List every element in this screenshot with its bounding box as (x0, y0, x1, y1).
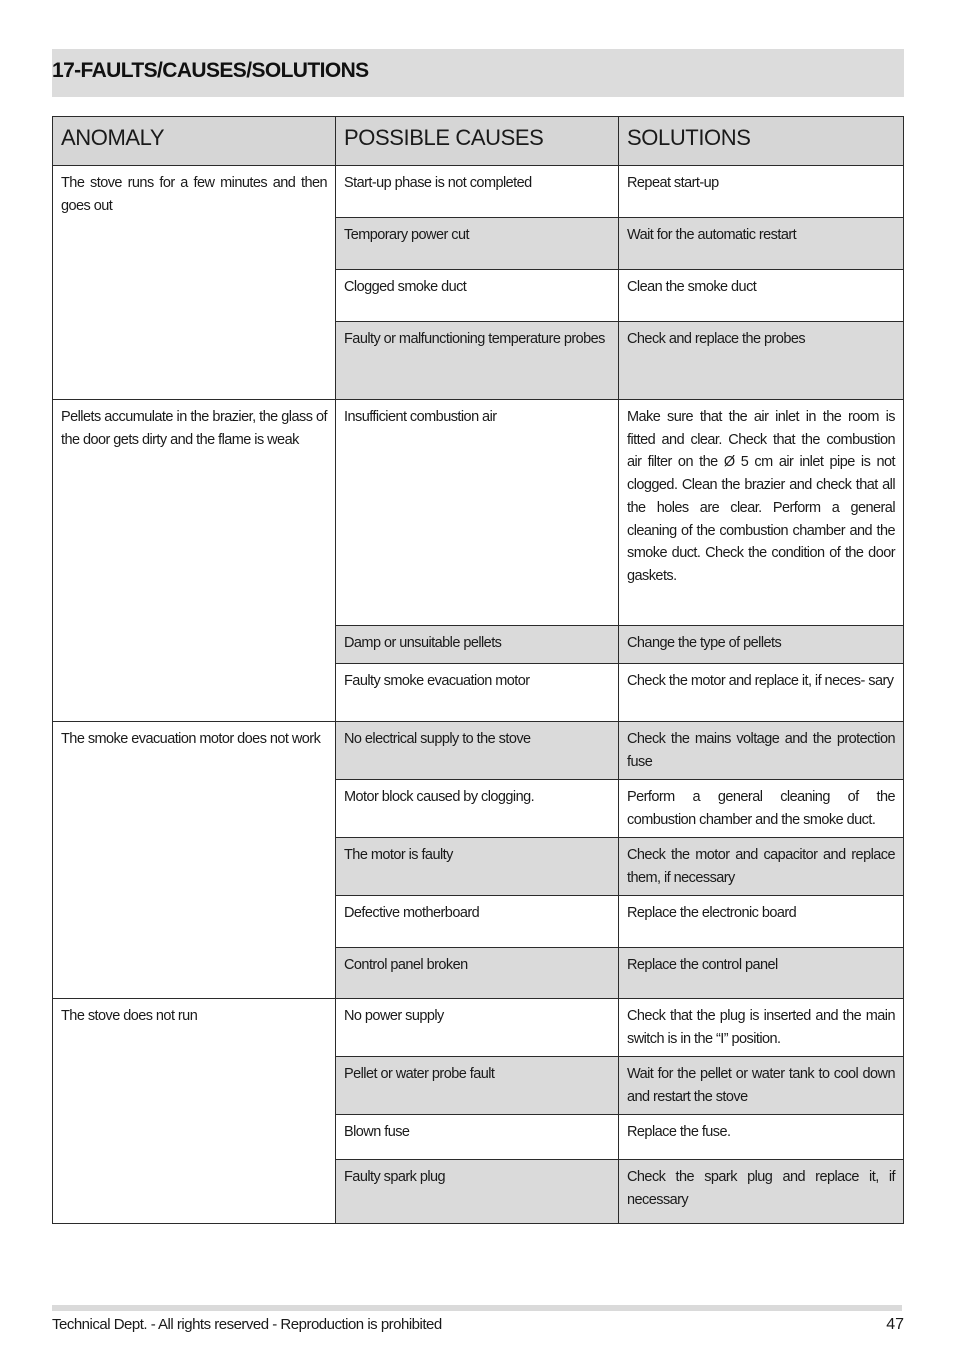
table-row (53, 722, 904, 780)
faults-table (52, 116, 904, 1224)
cause-cell: Insufficient combustion air (336, 400, 619, 626)
header-solutions: SOLUTIONS (619, 117, 904, 166)
cause-cell: Motor block caused by clogging. (336, 780, 619, 838)
section-header (52, 49, 904, 97)
cause-cell: Defective motherboard (336, 896, 619, 948)
table-row (53, 166, 904, 218)
cause-cell: Temporary power cut (336, 218, 619, 270)
solution-cell: Wait for the automatic restart (619, 218, 904, 270)
table-header-row (53, 117, 904, 166)
footer-divider (52, 1305, 902, 1311)
solution-cell: Replace the electronic board (619, 896, 904, 948)
cause-cell: Blown fuse (336, 1115, 619, 1160)
solution-cell: Wait for the pellet or water tank to cool down and restart the stove (619, 1057, 904, 1115)
cause-cell: The motor is faulty (336, 838, 619, 896)
solution-cell: Change the type of pellets (619, 626, 904, 664)
table-row (53, 999, 904, 1057)
anomaly-cell: Pellets accumulate in the brazier, the glass of the door gets dirty and the flame is weak (53, 400, 336, 722)
cause-cell: No power supply (336, 999, 619, 1057)
solution-cell: Check the mains voltage and the protection fuse (619, 722, 904, 780)
cause-cell: Damp or unsuitable pellets (336, 626, 619, 664)
cause-cell: Faulty spark plug (336, 1160, 619, 1224)
cause-cell: Pellet or water probe fault (336, 1057, 619, 1115)
page-number: 47 (886, 1316, 904, 1333)
solution-cell: Check and replace the probes (619, 322, 904, 400)
anomaly-cell: The smoke evacuation motor does not work (53, 722, 336, 999)
header-anomaly: ANOMALY (53, 117, 336, 166)
solution-cell: Clean the smoke duct (619, 270, 904, 322)
section-title: 17-FAULTS/CAUSES/SOLUTIONS (52, 59, 369, 82)
cause-cell: Control panel broken (336, 948, 619, 999)
cause-cell: Clogged smoke duct (336, 270, 619, 322)
solution-cell: Repeat start-up (619, 166, 904, 218)
solution-cell: Check the motor and replace it, if neces- sary (619, 664, 904, 722)
solution-cell: Replace the fuse. (619, 1115, 904, 1160)
anomaly-cell: The stove does not run (53, 999, 336, 1224)
header-possible-causes: POSSIBLE CAUSES (336, 117, 619, 166)
solution-cell: Check the motor and capacitor and replace them, if necessary (619, 838, 904, 896)
footer-copyright: Technical Dept. - All rights reserved - Reproduction is prohibited (52, 1316, 442, 1333)
cause-cell: Faulty or malfunctioning temperature probes (336, 322, 619, 400)
cause-cell: Faulty smoke evacuation motor (336, 664, 619, 722)
solution-cell: Replace the control panel (619, 948, 904, 999)
anomaly-cell: The stove runs for a few minutes and then goes out (53, 166, 336, 400)
cause-cell: No electrical supply to the stove (336, 722, 619, 780)
solution-cell: Check that the plug is inserted and the main switch is in the “I” position. (619, 999, 904, 1057)
cause-cell: Start-up phase is not completed (336, 166, 619, 218)
solution-cell: Perform a general cleaning of the combustion chamber and the smoke duct. (619, 780, 904, 838)
table-row (53, 400, 904, 626)
solution-cell: Make sure that the air inlet in the room is fitted and clear. Check that the combustion air filter on the Ø 5 cm air inlet pipe is not clogged. Clean the brazier and check that all the holes are clear. Perform a general cleaning of the combustion chamber and the smoke duct. Check the condition of the door gaskets. (619, 400, 904, 626)
solution-cell: Check the spark plug and replace it, if necessary (619, 1160, 904, 1224)
